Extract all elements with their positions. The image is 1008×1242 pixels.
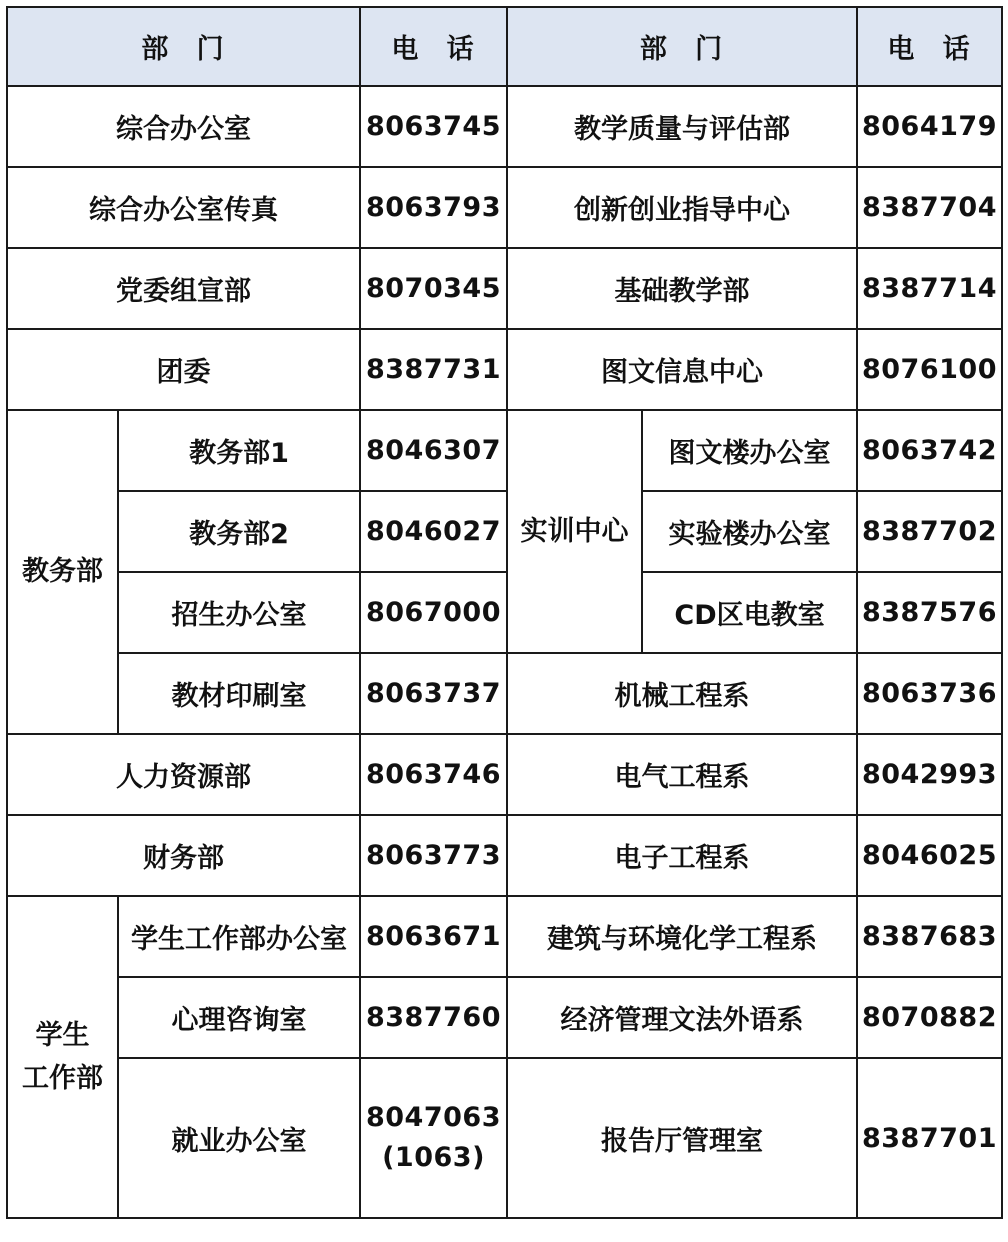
sub-dept-cell: 教务部2 <box>118 491 360 572</box>
header-row <box>7 7 1002 86</box>
phone-cell: 8387731 <box>360 329 507 410</box>
header-dept-left: 部 门 <box>7 7 360 86</box>
phone-cell: 8046027 <box>360 491 507 572</box>
phone-extension: (1063) <box>382 1142 485 1173</box>
phone-cell: 8063793 <box>360 167 507 248</box>
dept-cell: 经济管理文法外语系 <box>507 977 857 1058</box>
table-row <box>7 410 1002 491</box>
dept-cell: 建筑与环境化学工程系 <box>507 896 857 977</box>
phone-cell: 8046307 <box>360 410 507 491</box>
sub-dept-cell: CD区电教室 <box>642 572 857 653</box>
dept-cell: 综合办公室 <box>7 86 360 167</box>
group-cell-xuesheng <box>7 896 118 1218</box>
phone-cell: 8067000 <box>360 572 507 653</box>
table-row <box>7 491 1002 572</box>
phone-cell: 8063736 <box>857 653 1002 734</box>
table-row <box>7 815 1002 896</box>
table-row <box>7 653 1002 734</box>
dept-cell: 基础教学部 <box>507 248 857 329</box>
dept-cell: 电子工程系 <box>507 815 857 896</box>
sub-dept-cell: 实验楼办公室 <box>642 491 857 572</box>
phone-cell: 8387702 <box>857 491 1002 572</box>
phone-cell: 8387704 <box>857 167 1002 248</box>
header-phone-right: 电 话 <box>857 7 1002 86</box>
phone-cell <box>360 1058 507 1218</box>
table-row <box>7 734 1002 815</box>
dept-cell: 人力资源部 <box>7 734 360 815</box>
dept-cell: 创新创业指导中心 <box>507 167 857 248</box>
dept-cell: 机械工程系 <box>507 653 857 734</box>
dept-cell: 团委 <box>7 329 360 410</box>
table-row <box>7 167 1002 248</box>
table-row <box>7 572 1002 653</box>
phone-cell: 8063745 <box>360 86 507 167</box>
group-cell-jiaowu: 教务部 <box>7 410 118 734</box>
table-row <box>7 1058 1002 1218</box>
phone-cell: 8042993 <box>857 734 1002 815</box>
sub-dept-cell: 学生工作部办公室 <box>118 896 360 977</box>
sub-dept-cell: 图文楼办公室 <box>642 410 857 491</box>
phone-cell: 8063671 <box>360 896 507 977</box>
table-row <box>7 248 1002 329</box>
phone-cell: 8046025 <box>857 815 1002 896</box>
header-dept-right: 部 门 <box>507 7 857 86</box>
phone-cell: 8387714 <box>857 248 1002 329</box>
phone-cell: 8387576 <box>857 572 1002 653</box>
phone-main: 8047063 <box>365 1101 501 1133</box>
phone-cell: 8063742 <box>857 410 1002 491</box>
dept-cell: 教学质量与评估部 <box>507 86 857 167</box>
phone-cell: 8063737 <box>360 653 507 734</box>
phone-cell: 8387701 <box>857 1058 1002 1218</box>
table-row <box>7 896 1002 977</box>
table-row <box>7 329 1002 410</box>
dept-cell: 党委组宣部 <box>7 248 360 329</box>
phone-cell: 8063746 <box>360 734 507 815</box>
table-row <box>7 86 1002 167</box>
table-row <box>7 977 1002 1058</box>
phone-cell: 8387760 <box>360 977 507 1058</box>
dept-cell: 财务部 <box>7 815 360 896</box>
dept-cell: 报告厅管理室 <box>507 1058 857 1218</box>
phone-cell: 8070345 <box>360 248 507 329</box>
group-label-line: 学生 <box>35 1019 90 1051</box>
sub-dept-cell: 就业办公室 <box>118 1058 360 1218</box>
dept-cell: 综合办公室传真 <box>7 167 360 248</box>
header-phone-left: 电 话 <box>360 7 507 86</box>
sub-dept-cell: 招生办公室 <box>118 572 360 653</box>
phone-cell: 8064179 <box>857 86 1002 167</box>
dept-cell: 图文信息中心 <box>507 329 857 410</box>
dept-cell: 电气工程系 <box>507 734 857 815</box>
contact-directory-table <box>6 6 1003 1219</box>
phone-cell: 8070882 <box>857 977 1002 1058</box>
sub-dept-cell: 教材印刷室 <box>118 653 360 734</box>
phone-cell: 8063773 <box>360 815 507 896</box>
phone-cell: 8387683 <box>857 896 1002 977</box>
sub-dept-cell: 心理咨询室 <box>118 977 360 1058</box>
group-label-line: 工作部 <box>22 1063 103 1094</box>
group-cell-shixun: 实训中心 <box>507 410 642 653</box>
sub-dept-cell: 教务部1 <box>118 410 360 491</box>
phone-cell: 8076100 <box>857 329 1002 410</box>
